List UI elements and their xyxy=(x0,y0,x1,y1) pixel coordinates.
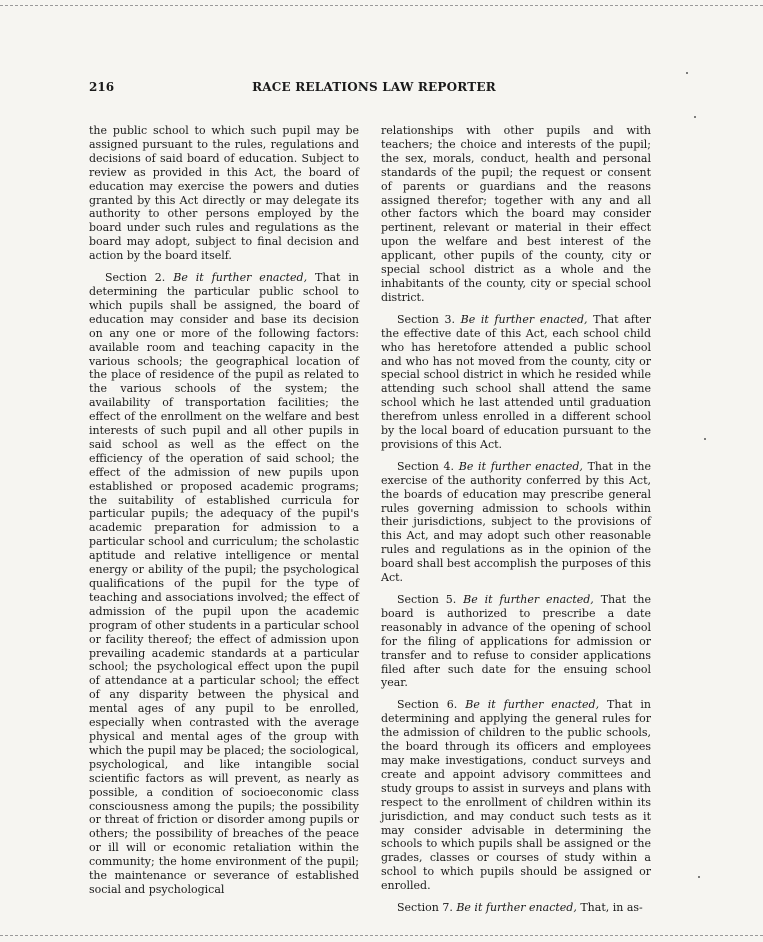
enacting-clause: Be it further enacted, xyxy=(465,698,600,712)
top-dashed-rule xyxy=(0,5,763,6)
section-7-paragraph xyxy=(381,901,651,915)
enacting-clause: Be it further enacted, xyxy=(460,312,588,326)
enacting-clause: Be it further enacted, xyxy=(463,593,594,606)
section-label: Section 2. xyxy=(105,271,166,285)
section-label: Section 4. xyxy=(397,459,455,473)
paragraph-continuation xyxy=(89,124,359,263)
bottom-dashed-rule xyxy=(0,935,763,936)
scan-speck xyxy=(698,876,700,878)
section-label: Section 6. xyxy=(397,698,458,712)
enacting-clause: Be it further enacted, xyxy=(458,459,583,473)
section-6-paragraph xyxy=(381,698,651,893)
section-4-paragraph xyxy=(381,460,651,585)
section-text: That after the effective date of this Act, each school child who has heretofore attended a public school and who has not moved from the county, city or special school district in which he resided while attending such school shall attend the same school which he last attended until graduation therefrom unless enrolled in a different school by the local board of education pursuant to the provisions of this Act. xyxy=(381,312,652,451)
section-2-paragraph xyxy=(89,271,359,897)
page-number: 216 xyxy=(89,80,115,94)
enacting-clause: Be it further enacted, xyxy=(456,901,577,915)
section-text: That in determining the particular public school to which pupils shall be assigned, the board of education may consider and base its decision on any one or more of the following factors: available room and teaching capacity in the various schools; the geographical location of the place of residence of the pupil as related to the various schools of the system; the availability of transportation facilities; the effect of the enrollment on the welfare and best interests of such pupil and all other pupils in said school as well as the effect on the efficiency of the operation of said school; the effect of the admission of new pupils upon established or proposed academic programs; the suitability of established curricula for particular pupils; the adequacy of the pupil's academic preparation for admission to a particular school and curriculum; the scholastic aptitude and relative intelligence or mental energy or ability of the pupil; the psychological qualifications of the pupil for the type of teaching and associations involved; the effect of admission of the pupil upon the academic program of other students in a particular school or facility thereof; the effect of admission upon prevailing academic standards at a particular school; the psychological effect upon the pupil of attendance at a particular school; the effect of any disparity between the physical and mental ages of any pupil to be enrolled, especially when contrasted with the average physical and mental ages of the group with which the pupil may be placed; the sociological, psychological, and like intangible social scientific factors as will prevent, as nearly as possible, a condition of socioeconomic class consciousness among the pupils; the possibility or threat of friction or disorder among pupils or others; the possibility of breaches of the peace or ill will or economic retaliation within the community; the home environment of the pupil; the maintenance or severance of established social and psychological xyxy=(89,271,359,896)
scan-speck xyxy=(694,116,696,118)
paragraph-text: relationships with other pupils and with teachers; the choice and interests of the pupil; the sex, morals, conduct, health and personal standards of the pupil; the request or consent of parents or guardians and the reasons assigned therefor; together with any and all other factors which the board may consider pertinent, relevant or material in their effect upon the welfare and best interest of the applicant, other pupils of the county, city or special school district as a whole and the inhabitants of the county, city or special school district. xyxy=(381,124,651,304)
section-label: Section 5. xyxy=(397,593,457,606)
section-label: Section 3. xyxy=(397,312,455,326)
section-text: That the board is authorized to prescribe a date reasonably in advance of the opening of school for the filing of applications for admission or transfer and to refuse to consider applications filed after such date for the ensuing school year. xyxy=(381,593,651,690)
running-head: RACE RELATIONS LAW REPORTER xyxy=(252,80,496,94)
section-text: That in determining and applying the general rules for the admission of children to the public schools, the board through its officers and employees may make investigations, conduct surveys and create and appoint advisory committees and study groups to assist in surveys and plans with respect to the enrollment of children within its jurisdiction, and may conduct such tests as it may consider advisable in determining the schools to which pupils shall be assigned or the grades, classes or courses of study within a school to which pupils should be assigned or enrolled. xyxy=(381,698,651,893)
right-column xyxy=(381,124,651,923)
section-label: Section 7. xyxy=(397,901,453,915)
paragraph-continuation xyxy=(381,124,651,305)
page-header xyxy=(89,80,659,98)
scan-speck xyxy=(686,72,688,74)
enacting-clause: Be it further enacted, xyxy=(173,271,308,285)
section-text: That, in as- xyxy=(580,901,643,915)
scan-speck xyxy=(704,438,706,440)
paragraph-text: the public school to which such pupil may be assigned pursuant to the rules, regulations and decisions of said board of education. Subject to review as provided in this Act, the board of education may exercise the powers and duties granted by this Act directly or may delegate its authority to other persons employed by the board under such rules and regulations as the board may adopt, subject to final decision and action by the board itself. xyxy=(89,124,359,263)
left-column xyxy=(89,124,359,905)
section-5-paragraph xyxy=(381,593,651,690)
section-3-paragraph xyxy=(381,313,651,452)
section-text: That in the exercise of the authority conferred by this Act, the boards of education may prescribe general rules governing admission to schools within their jurisdictions, subject to the provisions of this Act, and may adopt such other reasonable rules and regulations as in the opinion of the board shall best accomplish the purposes of this Act. xyxy=(381,459,651,585)
